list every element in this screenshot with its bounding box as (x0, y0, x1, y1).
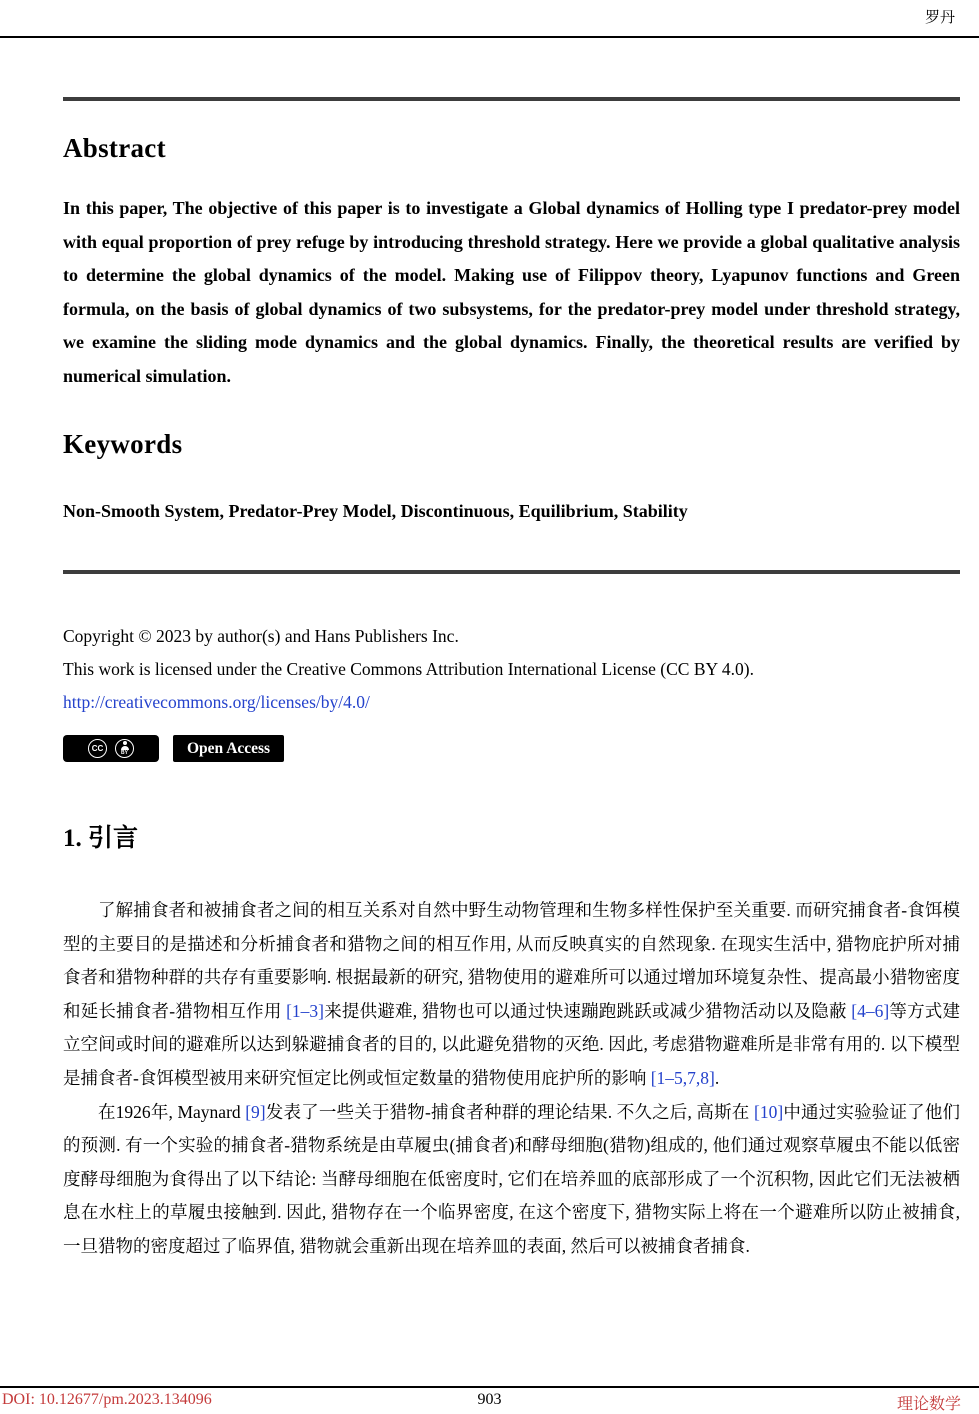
keywords-heading: Keywords (63, 429, 183, 459)
page-number: 903 (477, 1391, 502, 1408)
content-column (63, 0, 960, 1264)
copyright-block (63, 620, 960, 762)
abstract-top-rule (63, 97, 960, 101)
citation-link[interactable]: [9] (245, 1101, 266, 1122)
paragraph-text: 在1926年, Maynard (98, 1101, 246, 1122)
paragraph-text: 发表了一些关于猎物-捕食者种群的理论结果. 不久之后, 高斯在 (265, 1101, 755, 1122)
footer (0, 1391, 979, 1414)
citation-link[interactable]: [1–3] (286, 1000, 325, 1021)
footer-rule (0, 1386, 979, 1388)
paragraph-text: 等方式建立空间或时间的避难所以达到躲避捕食者的目的, 以此避免猎物的灭绝. 因此, 考虑猎物避难所是非常有用的. 以下模型是捕食者-食饵模型被用来研究恒定比例或恒定数量的猎物使用庇护所的影响 (63, 1000, 961, 1088)
doi-link[interactable]: DOI: 10.12677/pm.2023.134096 (2, 1391, 212, 1408)
by-person-icon: BY (115, 739, 134, 758)
paragraph-text: 了解捕食者和被捕食者之间的相互关系对自然中野生动物管理和生物多样性保护至关重要. 而研究捕食者-食饵模型的主要目的是描述和分析捕食者和猎物之间的相互作用, 从而反映真实的自然现象. 在现实生活中, 猎物庇护所对捕食者和猎物种群的共存有重要影响. 根据最新的研究, 猎物使用的避难所可以通过增加环境复杂性、提高最小猎物密度和延长捕食者-猎物相互作用 (63, 900, 960, 1021)
citation-link[interactable]: [1–5,7,8] (650, 1067, 715, 1088)
paragraph-text: 来提供避难, 猎物也可以通过快速蹦跑跳跃或减少猎物活动以及隐蔽 (324, 1000, 852, 1021)
copyright-line: Copyright © 2023 by author(s) and Hans Publishers Inc. (63, 626, 459, 646)
section-1-heading: 1. 引言 (63, 825, 139, 852)
license-url-link[interactable]: http://creativecommons.org/licenses/by/4.0/ (63, 692, 370, 712)
abstract-heading: Abstract (63, 133, 166, 163)
running-head-author: 罗丹 (924, 10, 955, 26)
license-line: This work is licensed under the Creative Commons Attribution International License (CC BY 4.0). (63, 659, 754, 679)
keywords-bottom-rule (63, 570, 960, 574)
abstract-text: In this paper, The objective of this paper is to investigate a Global dynamics of Holling type I predator-prey model with equal proportion of prey refuge by introducing threshold strategy. Here we provide a global qualitative analysis to determine the global dynamics of the model. Making use of Filippov theory, Lyapunov functions and Green formula, on the basis of global dynamics of two subsystems, for the predator-prey model under threshold strategy, we examine the sliding mode dynamics and the global dynamics. Finally, the theoretical results are verified by numerical simulation. (63, 198, 960, 386)
cc-icon: CC (88, 739, 107, 758)
intro-paragraph-1 (63, 894, 960, 1096)
citation-link[interactable]: [4–6] (851, 1000, 890, 1021)
paragraph-text: . (714, 1067, 720, 1088)
citation-link[interactable]: [10] (754, 1101, 784, 1122)
open-access-badge[interactable]: Open Access (173, 735, 284, 762)
cc-by-badge[interactable] (63, 735, 159, 762)
license-badges (63, 735, 960, 762)
journal-name-link[interactable]: 理论数学 (896, 1396, 961, 1413)
keywords-text: Non-Smooth System, Predator-Prey Model, Discontinuous, Equilibrium, Stability (63, 501, 688, 521)
intro-paragraph-2 (63, 1096, 960, 1264)
paragraph-text: 中通过实验验证了他们的预测. 有一个实验的捕食者-猎物系统是由草履虫(捕食者)和酵母细胞(猎物)组成的, 他们通过观察草履虫不能以低密度酵母细胞为食得出了以下结论: 当酵母细胞在低密度时, 它们在培养皿的底部形成了一个沉积物, 因此它们无法被栖息在水柱上的草履虫接触到. 因此, 猎物存在一个临界密度, 在这个密度下, 猎物实际上将在一个避难所以防止被捕食, 一旦猎物的密度超过了临界值, 猎物就会重新出现在培养皿的表面, 然后可以被捕食者捕食. (63, 1101, 961, 1256)
